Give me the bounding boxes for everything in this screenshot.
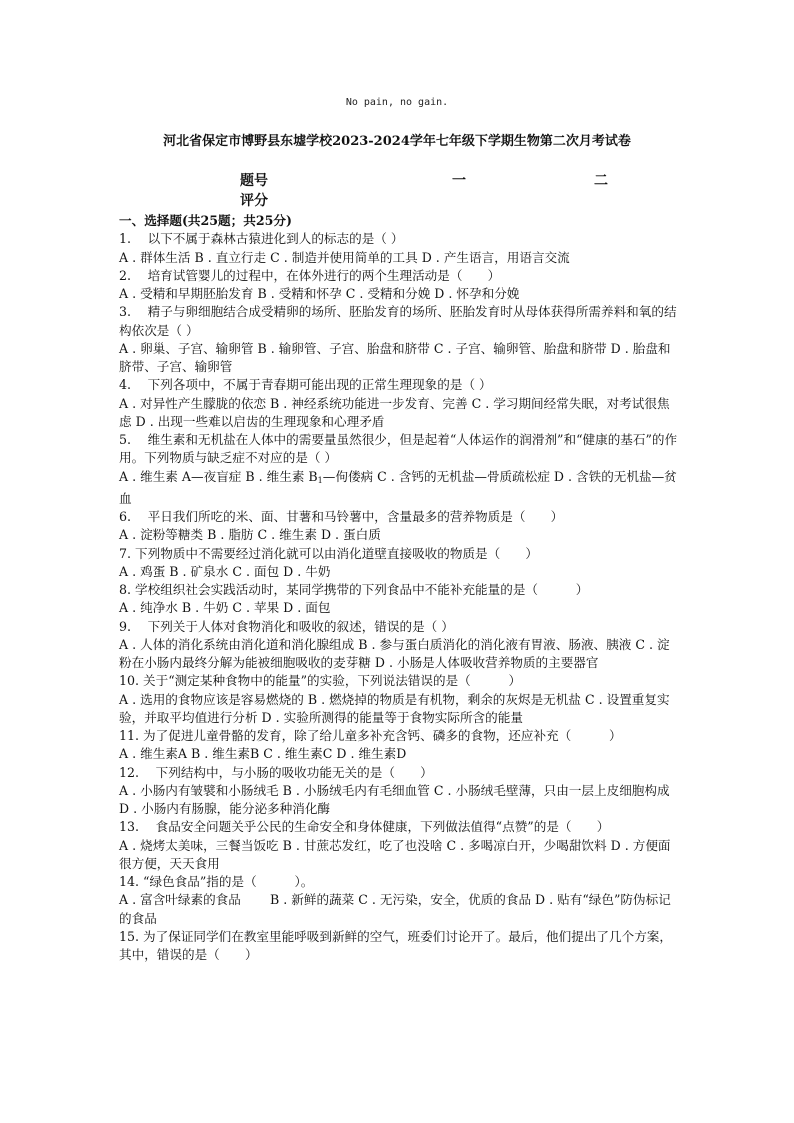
options-2: A . 受精和早期胚胎发育 B . 受精和怀孕 C . 受精和分娩 D . 怀孕和分娩 — [119, 286, 520, 301]
question-8: 8. 学校组织社会实践活动时，某同学携带的下列食品中不能补充能量的是（ ） — [119, 582, 589, 597]
options-13: A . 烧烤太美味，三餐当饭吃 B . 甘蔗芯发红，吃了也没啥 C . 多喝凉白开，少喝甜饮料 D . 方便面很方便，天天食用 — [119, 837, 671, 871]
score-table-col1: 一 — [452, 173, 466, 189]
options-11: A . 维生素A B . 维生素B C . 维生素C D . 维生素D — [119, 746, 407, 762]
options-5-part2: —佝偻病 C . 含钙的无机盐—骨质疏松症 D . 含铁的无机盐—贫血 — [119, 468, 677, 506]
score-table-row2-label: 评分 — [240, 193, 268, 209]
options-12: A . 小肠内有皱襞和小肠绒毛 B . 小肠绒毛内有毛细血管 C . 小肠绒毛壁薄，只由一层上皮细胞构成 D . 小肠内有肠腺，能分泌多种消化酶 — [119, 782, 670, 816]
options-14: A . 富含叶绿素的食品 B . 新鲜的蔬菜 C . 无污染，安全，优质的食品 D . 贴有“绿色”防伪标记的食品 — [119, 892, 671, 926]
options-1: A . 群体生活 B . 直立行走 C . 制造并使用简单的工具 D . 产生语言，用语言交流 — [119, 249, 570, 265]
question-7: 7. 下列物质中不需要经过消化就可以由消化道壁直接吸收的物质是（ ） — [119, 545, 539, 561]
question-12: 12. 下列结构中，与小肠的吸收功能无关的是（ ） — [119, 764, 433, 780]
options-7: A . 鸡蛋 B . 矿泉水 C . 面包 D . 牛奶 — [119, 563, 331, 579]
question-3: 3. 精子与卵细胞结合成受精卵的场所、胚胎发育的场所、胚胎发育时从母体获得所需养料和氧的结构依次是（ ） — [119, 304, 677, 338]
score-table-col2: 二 — [594, 173, 608, 189]
options-5 — [119, 468, 679, 509]
options-5-part1: A . 维生素 A—夜盲症 B . 维生素 B — [119, 468, 318, 484]
question-14: 14. “绿色食品”指的是（ ）。 — [119, 874, 314, 889]
question-11: 11. 为了促进儿童骨骼的发育，除了给儿童多补充含钙、磷多的食物，还应补充（ ） — [119, 728, 622, 743]
exam-title: 河北省保定市博野县东墟学校2023-2024学年七年级下学期生物第二次月考试卷 — [163, 134, 631, 149]
options-4: A . 对异性产生朦胧的依恋 B . 神经系统功能进一步发育、完善 C . 学习期间经常失眠，对考试很焦虑 D . 出现一些难以启齿的生理现象和心理矛盾 — [119, 395, 670, 429]
question-2: 2. 培育试管婴儿的过程中，在体外进行的两个生理活动是（ ） — [119, 267, 501, 283]
question-6: 6. 平日我们所吃的米、面、甘薯和马铃薯中，含量最多的营养物质是（ ） — [119, 509, 564, 524]
question-5: 5. 维生素和无机盐在人体中的需要量虽然很少，但是起着“人体运作的润滑剂”和“健康的基石”的作用。下列物质与缺乏症不对应的是（ ） — [119, 432, 678, 466]
options-6: A . 淀粉等糖类 B . 脂肪 C . 维生素 D . 蛋白质 — [119, 527, 381, 543]
question-4: 4. 下列各项中，不属于青春期可能出现的正常生理现象的是（ ） — [119, 377, 492, 393]
options-5-subscript: 1 — [317, 475, 323, 485]
options-8: A . 纯净水 B . 牛奶 C . 苹果 D . 面包 — [119, 600, 331, 616]
question-13: 13. 食品安全问题关乎公民的生命安全和身体健康，下列做法值得“点赞”的是（ ） — [119, 819, 610, 835]
question-1: 1. 以下不属于森林古猿进化到人的标志的是（ ） — [119, 231, 404, 247]
questions-area — [119, 212, 679, 964]
options-3: A . 卵巢、子宫、输卵管 B . 输卵管、子宫、胎盘和脐带 C . 子宫、输卵管、胎盘和脐带 D . 胎盘和脐带、子宫、输卵管 — [119, 340, 671, 374]
motto: No pain, no gain. — [345, 97, 449, 108]
score-table-row1-label: 题号 — [240, 173, 268, 189]
question-10: 10. 关于“测定某种食物中的能量”的实验，下列说法错误的是（ ） — [119, 673, 522, 689]
options-10: A . 选用的食物应该是容易燃烧的 B . 燃烧掉的物质是有机物，剩余的灰烬是无机盐 C . 设置重复实验，并取平均值进行分析 D . 实验所测得的能量等于食物实际所含的能量 — [119, 691, 670, 725]
question-9: 9. 下列关于人体对食物消化和吸收的叙述，错误的是（ ） — [119, 618, 454, 634]
options-9: A . 人体的消化系统由消化道和消化腺组成 B . 参与蛋白质消化的消化液有胃液、肠液、胰液 C . 淀粉在小肠内最终分解为能被细胞吸收的麦芽糖 D . 小肠是人体吸收营养物质的主要器官 — [119, 636, 670, 670]
question-15: 15. 为了保证同学们在教室里能呼吸到新鲜的空气，班委们讨论开了。最后，他们提出了几个方案，其中，错误的是（ ） — [119, 928, 672, 962]
section-title: 一、选择题(共25题；共25分) — [119, 213, 292, 228]
